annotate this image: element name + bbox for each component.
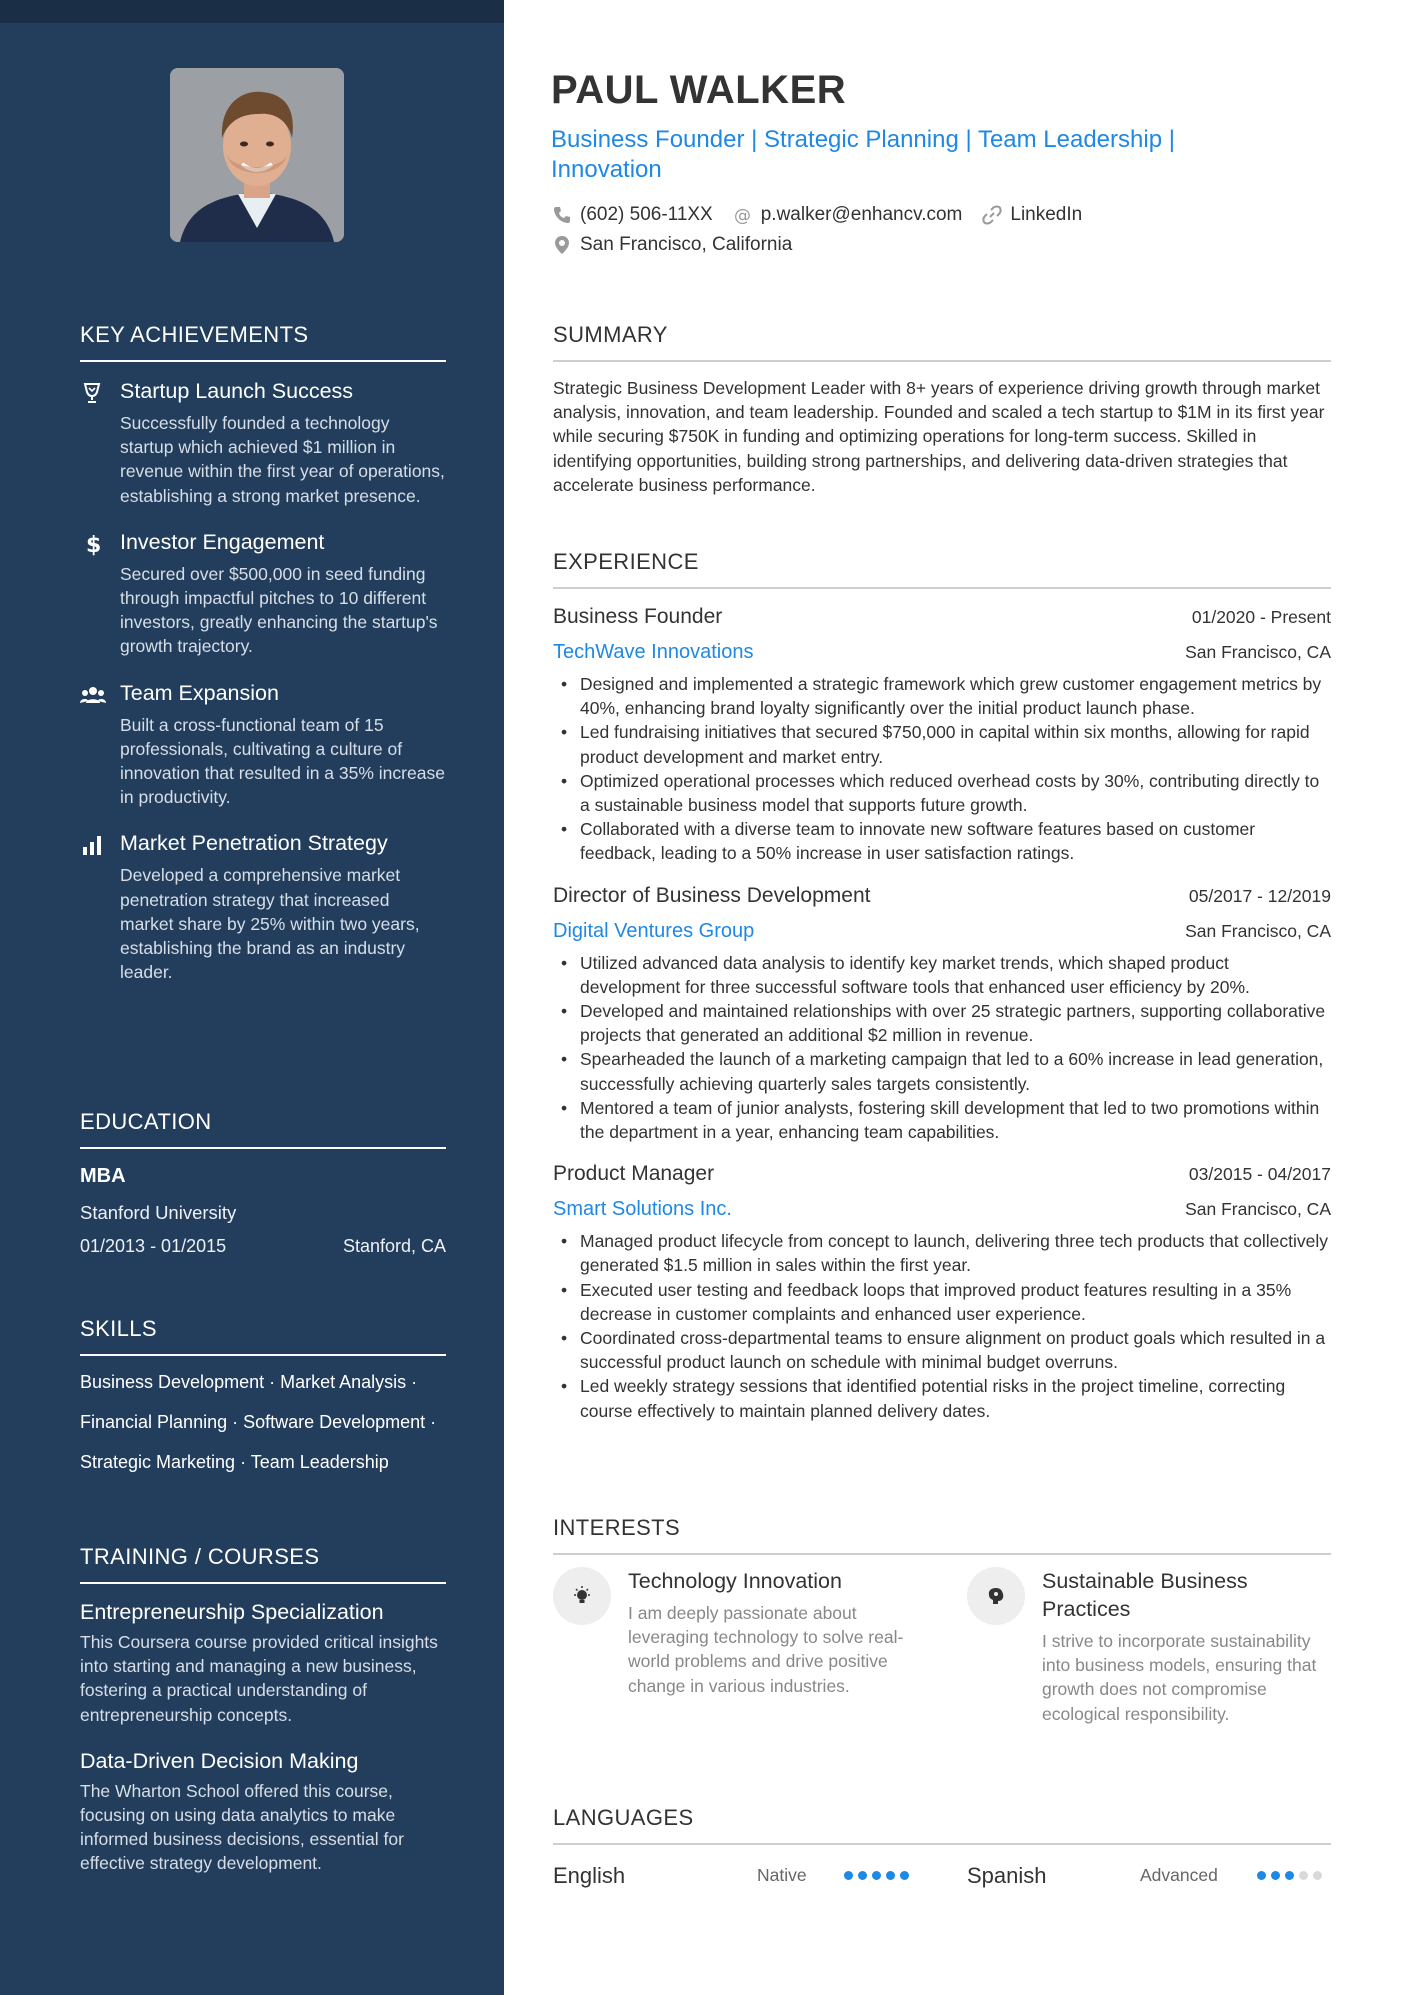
profile-photo bbox=[170, 68, 344, 242]
phone-contact bbox=[552, 204, 713, 226]
experience-heading: EXPERIENCE bbox=[553, 549, 1331, 589]
job-bullet: • Designed and implemented a strategic framework which grew customer engagement metrics by 40%, enhancing brand loyalty significantly over the initial product launch phase. bbox=[553, 672, 1331, 720]
linkedin-contact[interactable] bbox=[982, 204, 1082, 226]
languages-heading: LANGUAGES bbox=[553, 1805, 1331, 1845]
job-location: San Francisco, CA bbox=[1185, 920, 1331, 941]
language-level: Native bbox=[757, 1865, 807, 1885]
rating-dot bbox=[858, 1871, 867, 1880]
achievement-title: Investor Engagement bbox=[120, 529, 325, 554]
location-pin-icon bbox=[552, 235, 572, 255]
interests-heading: INTERESTS bbox=[553, 1515, 1331, 1555]
achievement-desc: Successfully founded a technology startup which achieved $1 million in revenue within the first year of operations, establishing a strong market presence. bbox=[120, 413, 445, 506]
skills-line: Business Development · Market Analysis · bbox=[80, 1372, 418, 1392]
language-name: Spanish bbox=[967, 1863, 1047, 1888]
job-bullet: • Coordinated cross-departmental teams to ensure alignment on product goals which resulted in a successful product launch on schedule with minimal budget overruns. bbox=[553, 1326, 1331, 1374]
skills-section bbox=[80, 1316, 446, 1482]
languages-section bbox=[553, 1805, 1331, 1845]
rating-dot bbox=[1271, 1871, 1280, 1880]
location-row bbox=[552, 234, 812, 256]
achievement-item bbox=[80, 829, 446, 984]
linkedin-text[interactable]: LinkedIn bbox=[1010, 204, 1083, 225]
summary-heading: SUMMARY bbox=[553, 322, 1331, 362]
job-title: Director of Business Development bbox=[553, 883, 871, 907]
language-item bbox=[553, 1861, 913, 1891]
sidebar bbox=[0, 0, 504, 1995]
job-bullet: • Led fundraising initiatives that secured $750,000 in capital within six months, allowing for rapid product development and market entry. bbox=[553, 720, 1331, 768]
course-desc: The Wharton School offered this course, focusing on using data analytics to make informed business decisions, essential for effective strategy development. bbox=[80, 1780, 404, 1874]
summary-section bbox=[553, 322, 1331, 497]
job-bullets bbox=[553, 672, 1331, 866]
achievements-section bbox=[80, 322, 446, 984]
achievement-title: Startup Launch Success bbox=[120, 379, 354, 403]
users-icon bbox=[80, 683, 104, 707]
skills-line: Financial Planning · Software Development · bbox=[80, 1412, 437, 1432]
rating-dot bbox=[872, 1871, 881, 1880]
job-company: Digital Ventures Group bbox=[553, 919, 755, 942]
rating-dot bbox=[844, 1871, 853, 1880]
job-location: San Francisco, CA bbox=[1185, 1199, 1331, 1220]
job-header bbox=[553, 884, 1331, 908]
achievement-desc: Secured over $500,000 in seed funding through impactful pitches to 10 different investors, greatly enhancing the startup's growth trajectory. bbox=[120, 563, 438, 657]
course-title: Data-Driven Decision Making bbox=[80, 1748, 359, 1773]
rating-dot bbox=[900, 1871, 909, 1880]
job-dates: 03/2015 - 04/2017 bbox=[1188, 1164, 1331, 1185]
education-school: Stanford University bbox=[80, 1202, 237, 1223]
education-heading: EDUCATION bbox=[80, 1109, 446, 1149]
job-bullets bbox=[553, 951, 1331, 1145]
location-contact bbox=[552, 234, 792, 256]
course-item bbox=[80, 1747, 446, 1876]
rating-dot bbox=[1313, 1871, 1322, 1880]
email-text[interactable]: p.walker@enhancv.com bbox=[760, 204, 963, 225]
trophy-icon bbox=[80, 381, 104, 405]
job-bullet: • Mentored a team of junior analysts, fostering skill development that led to two promotions within the department in a year, enhancing team capabilities. bbox=[553, 1096, 1331, 1144]
interest-desc: I strive to incorporate sustainability into business models, ensuring that growth does not compromise ecological responsibility. bbox=[1042, 1631, 1317, 1724]
dollar-icon bbox=[80, 532, 104, 556]
education-dates: 01/2013 - 01/2015 bbox=[80, 1236, 227, 1256]
bar-chart-icon bbox=[80, 833, 104, 857]
experience-section bbox=[553, 549, 1331, 1423]
interests-section bbox=[553, 1515, 1331, 1555]
svg-text:$: $ bbox=[86, 532, 102, 556]
interest-body bbox=[628, 1567, 913, 1698]
at-icon bbox=[733, 205, 753, 225]
sidebar-top-bar bbox=[0, 0, 504, 23]
brain-icon bbox=[967, 1567, 1025, 1625]
candidate-name: PAUL WALKER bbox=[551, 68, 847, 112]
language-rating bbox=[1257, 1871, 1327, 1880]
job-bullet: • Collaborated with a diverse team to innovate new software features based on customer feedback, leading to a 50% increase in user satisfaction ratings. bbox=[553, 817, 1331, 865]
language-name: English bbox=[553, 1863, 626, 1888]
education-location: Stanford, CA bbox=[342, 1236, 446, 1256]
interest-title: Technology Innovation bbox=[628, 1569, 842, 1593]
course-title: Entrepreneurship Specialization bbox=[80, 1600, 384, 1624]
job-bullet: • Executed user testing and feedback loops that improved product features resulting in a 35% decrease in customer complaints and enhanced user experience. bbox=[553, 1278, 1331, 1326]
contact-row bbox=[552, 204, 1102, 226]
job-bullet: • Optimized operational processes which reduced overhead costs by 30%, contributing directly to a sustainable business model that supports future growth. bbox=[553, 769, 1331, 817]
interest-body bbox=[1042, 1567, 1327, 1726]
job-dates: 01/2020 - Present bbox=[1191, 607, 1331, 627]
course-item bbox=[80, 1598, 446, 1727]
achievement-desc: Developed a comprehensive market penetration strategy that increased market share by 25% within two years, establishing the brand as an industry leader. bbox=[120, 865, 420, 983]
job-bullet: • Utilized advanced data analysis to identify key market trends, which shaped product development for three successful software tools that enhanced user efficiency by 20%. bbox=[553, 951, 1331, 999]
rating-dot bbox=[886, 1871, 895, 1880]
candidate-headline: Business Founder | Strategic Planning | Team Leadership | Innovation bbox=[551, 126, 1175, 183]
location-text: San Francisco, California bbox=[580, 234, 793, 255]
achievement-item bbox=[80, 679, 446, 810]
job-title: Product Manager bbox=[553, 1162, 715, 1186]
job-location: San Francisco, CA bbox=[1185, 642, 1331, 662]
job-header bbox=[553, 1162, 1331, 1186]
rating-dot bbox=[1285, 1871, 1294, 1880]
job-header bbox=[553, 605, 1331, 629]
link-icon bbox=[982, 205, 1002, 225]
education-degree: MBA bbox=[80, 1165, 126, 1187]
phone-icon bbox=[552, 205, 572, 225]
lightbulb-icon bbox=[553, 1567, 611, 1625]
skills-list bbox=[80, 1362, 446, 1482]
job-company: TechWave Innovations bbox=[553, 641, 754, 663]
job-entry bbox=[553, 1162, 1331, 1423]
job-subheader bbox=[553, 920, 1331, 943]
skills-heading: SKILLS bbox=[80, 1316, 446, 1356]
interest-item bbox=[553, 1567, 913, 1698]
job-title: Business Founder bbox=[553, 605, 723, 628]
course-desc: This Coursera course provided critical insights into starting and managing a new business, fostering a practical understanding of entrepreneurship concepts. bbox=[80, 1632, 438, 1725]
achievement-item bbox=[80, 528, 446, 659]
interest-item bbox=[967, 1567, 1327, 1726]
rating-dot bbox=[1257, 1871, 1266, 1880]
job-dates: 05/2017 - 12/2019 bbox=[1188, 885, 1331, 906]
achievement-item bbox=[80, 377, 446, 508]
job-company: Smart Solutions Inc. bbox=[553, 1198, 732, 1221]
language-level: Advanced bbox=[1140, 1865, 1218, 1885]
svg-text:@: @ bbox=[733, 206, 751, 225]
education-section bbox=[80, 1109, 446, 1257]
phone-text: (602) 506-11XX bbox=[580, 204, 713, 225]
training-heading: TRAINING / COURSES bbox=[80, 1544, 446, 1584]
achievement-desc: Built a cross-functional team of 15 professionals, cultivating a culture of innovation that resulted in a 35% increase in productivity. bbox=[120, 714, 445, 808]
language-rating bbox=[844, 1871, 914, 1880]
achievements-heading: KEY ACHIEVEMENTS bbox=[80, 322, 446, 362]
email-contact[interactable] bbox=[733, 204, 963, 226]
skills-line: Strategic Marketing · Team Leadership bbox=[80, 1452, 389, 1472]
rating-dot bbox=[1299, 1871, 1308, 1880]
job-bullet: • Led weekly strategy sessions that identified potential risks in the project timeline, correcting course effectively to maintain planned delivery dates. bbox=[553, 1374, 1331, 1422]
achievement-title: Team Expansion bbox=[120, 680, 279, 705]
summary-text: Strategic Business Development Leader with 8+ years of experience driving growth through market analysis, innovation, and team leadership. Founded and scaled a tech startup to $1M in its first year while securing $750K in funding and optimizing operations for long-term success. Skilled in identifying opportunities, building strong partnerships, and delivering data-driven strategies that accelerate business performance. bbox=[553, 378, 1325, 495]
training-section bbox=[80, 1544, 446, 1876]
language-item bbox=[967, 1861, 1331, 1891]
job-entry bbox=[553, 884, 1331, 1145]
job-subheader bbox=[553, 1198, 1331, 1221]
job-bullet: • Managed product lifecycle from concept to launch, delivering three tech products that collectively generated $1.5 million in sales within the first year. bbox=[553, 1229, 1331, 1277]
job-bullet: • Spearheaded the launch of a marketing campaign that led to a 60% increase in lead generation, successfully achieving quarterly sales targets consistently. bbox=[553, 1047, 1331, 1095]
achievement-title: Market Penetration Strategy bbox=[120, 831, 388, 856]
job-entry bbox=[553, 605, 1331, 866]
interest-desc: I am deeply passionate about leveraging technology to solve real-world problems and drive positive change in various industries. bbox=[628, 1603, 904, 1696]
job-bullet: • Developed and maintained relationships with over 25 strategic partners, supporting collaborative projects that generated an additional $2 million in revenue. bbox=[553, 999, 1331, 1047]
job-subheader bbox=[553, 641, 1331, 664]
job-bullets bbox=[553, 1229, 1331, 1423]
education-meta bbox=[80, 1236, 446, 1257]
interest-title: Sustainable Business Practices bbox=[1042, 1569, 1248, 1621]
